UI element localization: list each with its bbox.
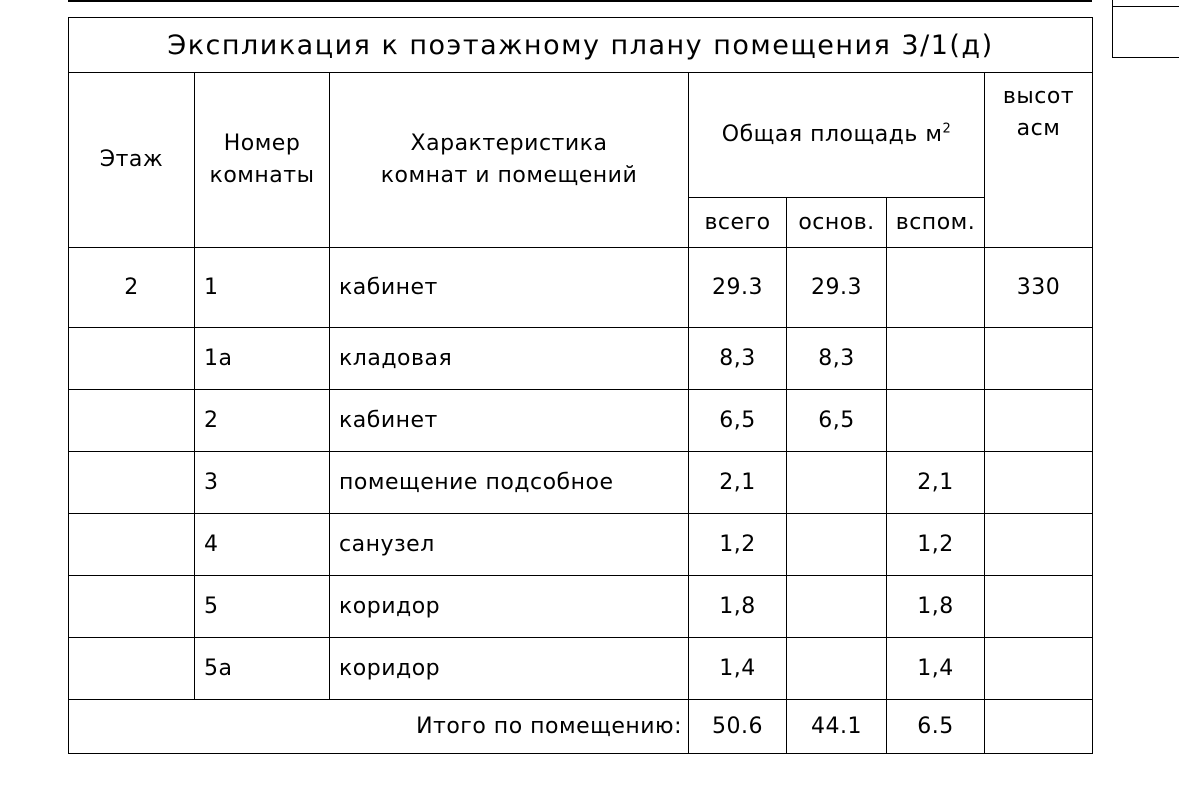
cell-floor [69, 390, 195, 452]
cell-floor [69, 452, 195, 514]
header-room-number-line1: Номер [223, 131, 301, 157]
cell-name: коридор [330, 638, 689, 700]
header-room-number [195, 73, 330, 248]
cell-main: 8,3 [787, 328, 887, 390]
table-row [69, 638, 1093, 700]
header-total-area [689, 73, 985, 198]
subheader-total: всего [689, 198, 787, 248]
cell-aux: 1,4 [887, 638, 985, 700]
cell-total: 1,2 [689, 514, 787, 576]
totals-row [69, 700, 1093, 754]
subheader-aux: вспом. [887, 198, 985, 248]
cell-floor: 2 [69, 248, 195, 328]
cell-room: 5а [195, 638, 330, 700]
header-characteristic [330, 73, 689, 248]
table-row [69, 328, 1093, 390]
cell-main [787, 576, 887, 638]
cell-total: 8,3 [689, 328, 787, 390]
totals-label: Итого по помещению: [69, 700, 689, 754]
cell-floor [69, 576, 195, 638]
cell-main [787, 638, 887, 700]
cell-name: кабинет [330, 390, 689, 452]
subheader-main: основ. [787, 198, 887, 248]
cell-aux [887, 328, 985, 390]
totals-main: 44.1 [787, 700, 887, 754]
cell-height [985, 328, 1093, 390]
totals-aux: 6.5 [887, 700, 985, 754]
cell-name: коридор [330, 576, 689, 638]
corner-stamp-box [1112, 0, 1179, 58]
cell-height [985, 638, 1093, 700]
cell-room: 2 [195, 390, 330, 452]
cell-total: 1,8 [689, 576, 787, 638]
totals-height [985, 700, 1093, 754]
table-row [69, 248, 1093, 328]
table-row [69, 452, 1093, 514]
header-height-line2: асм [1016, 115, 1061, 141]
cell-height [985, 514, 1093, 576]
cell-total: 29.3 [689, 248, 787, 328]
cell-aux: 2,1 [887, 452, 985, 514]
cell-main [787, 514, 887, 576]
table-title: Экспликация к поэтажному плану помещения 3/1(д) [69, 18, 1093, 73]
table-row [69, 514, 1093, 576]
cell-floor [69, 638, 195, 700]
cell-height [985, 576, 1093, 638]
header-area-unit-power: 2 [942, 121, 952, 137]
cell-name: кабинет [330, 248, 689, 328]
cell-aux [887, 248, 985, 328]
cell-main: 6,5 [787, 390, 887, 452]
cell-room: 4 [195, 514, 330, 576]
cell-name: кладовая [330, 328, 689, 390]
table-row [69, 390, 1093, 452]
cell-total: 6,5 [689, 390, 787, 452]
cell-total: 2,1 [689, 452, 787, 514]
cell-aux: 1,2 [887, 514, 985, 576]
explication-table [68, 17, 1093, 754]
table-row [69, 576, 1093, 638]
cell-name: санузел [330, 514, 689, 576]
header-floor: Этаж [69, 73, 195, 248]
cell-height [985, 452, 1093, 514]
cell-room: 5 [195, 576, 330, 638]
cell-aux [887, 390, 985, 452]
header-room-number-line2: комнаты [209, 163, 315, 188]
cell-name: помещение подсобное [330, 452, 689, 514]
header-height [985, 73, 1093, 248]
header-total-area-label: Общая площадь м [721, 122, 943, 148]
header-characteristic-line1: Характеристика [410, 131, 608, 157]
cell-room: 3 [195, 452, 330, 514]
cell-height: 330 [985, 248, 1093, 328]
header-characteristic-line2: комнат и помещений [380, 163, 638, 188]
cell-floor [69, 328, 195, 390]
cell-main [787, 452, 887, 514]
cell-height [985, 390, 1093, 452]
cell-floor [69, 514, 195, 576]
cell-room: 1 [195, 248, 330, 328]
top-border-line [68, 0, 1092, 2]
cell-room: 1а [195, 328, 330, 390]
header-height-line1: высот [1002, 84, 1075, 109]
cell-aux: 1,8 [887, 576, 985, 638]
cell-total: 1,4 [689, 638, 787, 700]
cell-main: 29.3 [787, 248, 887, 328]
totals-total: 50.6 [689, 700, 787, 754]
